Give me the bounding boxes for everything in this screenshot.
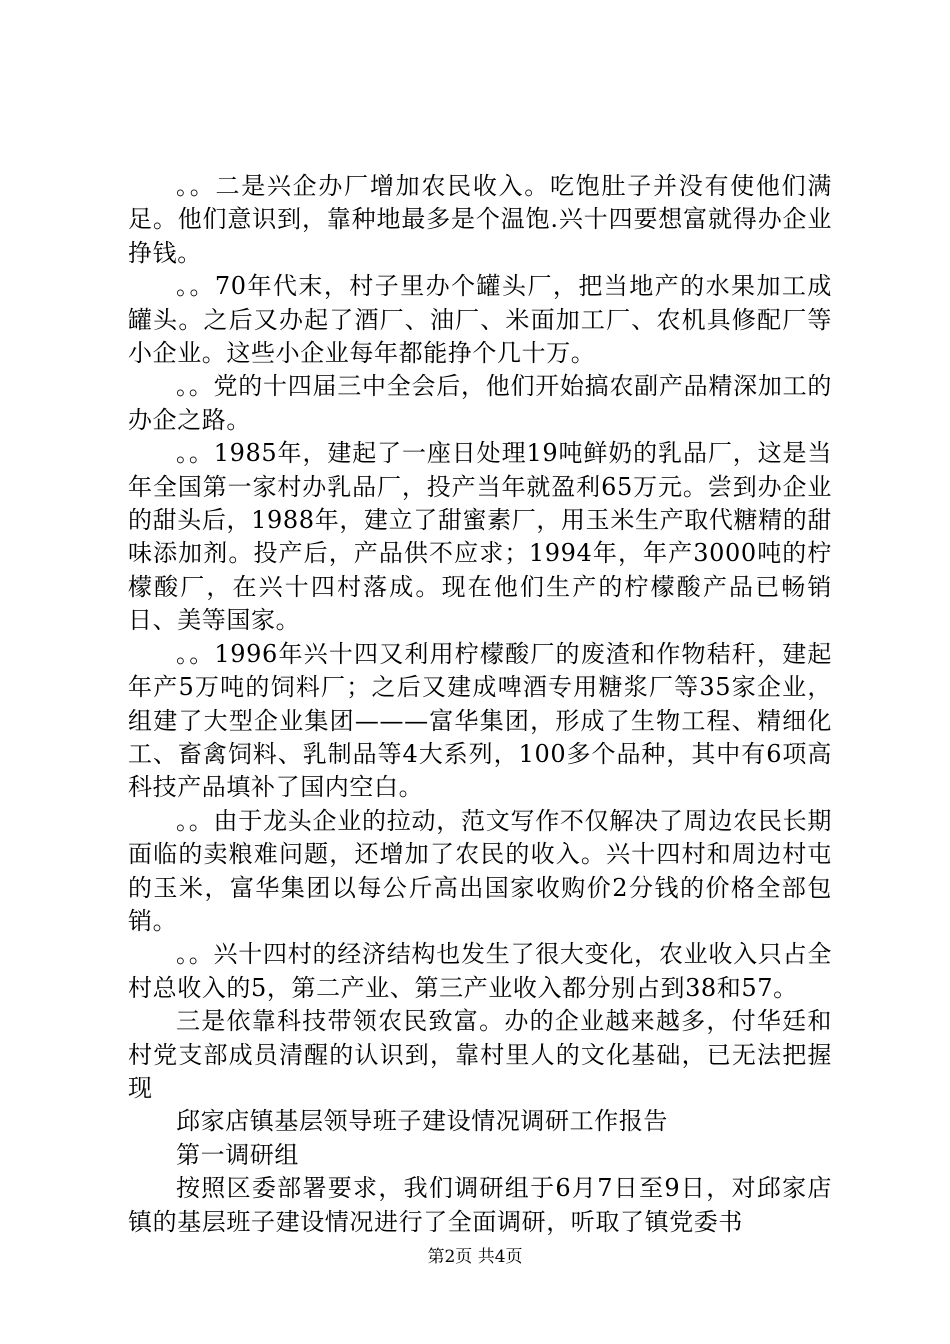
document-body [128,170,832,1239]
paragraph-4: 。。1985年，建起了一座日处理19吨鲜奶的乳品厂，这是当年全国第一家村办乳品厂，投产当年就盈利65万元。尝到办企业的甜头后，1988年，建立了甜蜜素厂，用玉米生产取代糖精的甜味添加剂。投产后，产品供不应求；1994年，年产3000吨的柠檬酸厂，在兴十四村落成。现在他们生产的柠檬酸产品已畅销日、美等国家。 [128,439,832,635]
paragraph-8: 三是依靠科技带领农民致富。办的企业越来越多，付华廷和村党支部成员清醒的认识到，靠村里人的文化基础，已无法把握现 [128,1007,832,1102]
paragraph-2: 。。70年代末，村子里办个罐头厂，把当地产的水果加工成罐头。之后又办起了酒厂、油厂、米面加工厂、农机具修配厂等小企业。这些小企业每年都能挣个几十万。 [128,272,832,368]
report-title: 邱家店镇基层领导班子建设情况调研工作报告 [176,1107,668,1136]
paragraph-6: 。。由于龙头企业的拉动，范文写作不仅解决了周边农民长期面临的卖粮难问题，还增加了农民的收入。兴十四村和周边村屯的玉米，富华集团以每公斤高出国家收购价2分钱的价格全部包销。 [128,806,832,935]
paragraph-1: 。。二是兴企办厂增加农民收入。吃饱肚子并没有使他们满足。他们意识到，靠种地最多是个温饱.兴十四要想富就得办企业挣钱。 [128,172,832,267]
report-author-group: 第一调研组 [176,1140,299,1169]
page-footer: 第2页 共4页 [427,1247,523,1267]
paragraph-11: 按照区委部署要求，我们调研组于6月7日至9日，对邱家店镇的基层班子建设情况进行了全面调研，听取了镇党委书 [128,1174,832,1236]
paragraph-7: 。。兴十四村的经济结构也发生了很大变化，农业收入只占全村总收入的5，第二产业、第三产业收入都分别占到38和57。 [128,940,832,1002]
paragraph-3: 。。党的十四届三中全会后，他们开始搞农副产品精深加工的办企之路。 [128,372,832,434]
paragraph-5: 。。1996年兴十四又利用柠檬酸厂的废渣和作物秸秆，建起年产5万吨的饲料厂；之后又建成啤酒专用糖浆厂等35家企业，组建了大型企业集团———富华集团，形成了生物工程、精细化工、畜禽饲料、乳制品等4大系列，100多个品种，其中有6项高科技产品填补了国内空白。 [128,639,832,802]
